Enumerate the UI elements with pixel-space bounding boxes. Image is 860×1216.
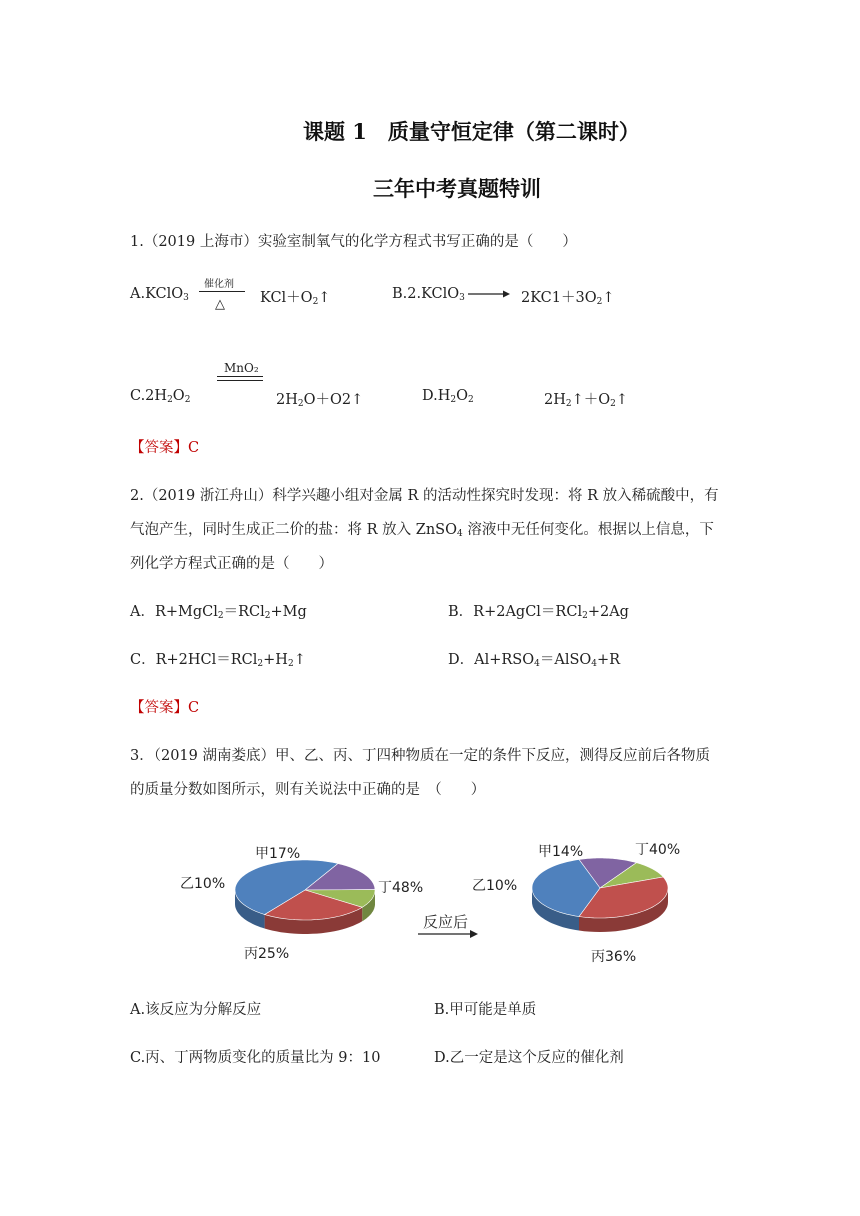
q3-option-a: A.该反应为分解反应 [130, 1002, 262, 1018]
q1-option-d: $D.H_2O_2$ [422, 388, 474, 405]
pie-chart-before [235, 860, 375, 934]
q1-c-condition: MnO₂ [224, 361, 259, 375]
q2-option-c: C．$R+2HCl=RCl_2+H_2↑$ [130, 652, 306, 669]
page-title: 课题 1 质量守恒定律（第二课时） [303, 119, 640, 144]
q2-option-b: B．R+2AgCl＝RCl$_2$+2Ag [448, 604, 629, 621]
after-label-丁: 丁40% [635, 842, 681, 858]
q3-option-c: C.丙、丁两物质变化的质量比为 9：10 [130, 1050, 381, 1066]
q1-b-arrow-icon [466, 288, 512, 300]
q3-option-b: B.甲可能是单质 [434, 1002, 537, 1018]
q1-option-a: A.KClO$_3$ [130, 286, 189, 303]
q2-stem-line3: 列化学方程式正确的是（ ） [130, 556, 333, 572]
q1-b-product: $2KC1+3O_2↑$ [521, 290, 615, 307]
before-label-丁: 丁48% [378, 880, 424, 896]
q3-stem-line1: 3．（2019 湖南娄底）甲、乙、丙、丁四种物质在一定的条件下反应，测得反应前后各物质 [130, 748, 710, 764]
q3-stem-line2: 的质量分数如图所示，则有关说法中正确的是 （ ） [130, 782, 486, 798]
pie-chart-after [532, 858, 668, 932]
q2-option-a: A．R+MgCl$_2$＝RCl$_2$+Mg [130, 604, 307, 621]
q1-c-equals-line-top [217, 376, 263, 377]
page-subtitle: 三年中考真题特训 [373, 176, 541, 201]
before-label-甲: 甲17% [255, 846, 301, 862]
q2-option-d: D．$Al+RSO_4=AlSO_4+R$ [448, 652, 621, 669]
q1-a-condition-top: 催化剂 [204, 279, 234, 290]
q1-a-product: $KCl+O_2↑$ [260, 290, 331, 307]
reaction-arrow-label: 反应后 [423, 913, 469, 931]
q2-answer: 【答案】C [130, 700, 200, 716]
q2-stem-line1: 2.（2019 浙江舟山）科学兴趣小组对金属 R 的活动性探究时发现：将 R 放入稀硫酸中，有 [130, 488, 719, 504]
q1-answer: 【答案】C [130, 440, 200, 456]
q1-a-equals-line [199, 291, 245, 292]
q1-c-product: $2H_2O+O2↑$ [276, 392, 364, 409]
after-label-丙: 丙36% [591, 949, 637, 965]
before-label-乙: 乙10% [180, 876, 226, 892]
q1-d-product: $2H_2↑+O_2↑$ [544, 392, 629, 409]
q1-a-condition-bottom: △ [215, 297, 225, 312]
q1-stem: 1.（2019 上海市）实验室制氧气的化学方程式书写正确的是（ ） [130, 234, 577, 250]
before-label-丙: 丙25% [244, 946, 290, 962]
q1-option-c: $C.2H_2O_2$ [130, 388, 191, 405]
q1-c-equals-line-bottom [217, 380, 263, 381]
after-label-甲: 甲14% [538, 844, 584, 860]
q1-option-b: B.2.KClO$_3$ [392, 286, 465, 303]
after-label-乙: 乙10% [472, 878, 518, 894]
q3-option-d: D.乙一定是这个反应的催化剂 [434, 1050, 624, 1066]
reaction-arrowhead-icon [470, 930, 478, 938]
pie-charts-figure [160, 830, 720, 970]
q2-stem-line2: 气泡产生，同时生成正二价的盐：将 R 放入 ZnSO$_4$ 溶液中无任何变化。根据以上信息，下 [130, 522, 714, 539]
